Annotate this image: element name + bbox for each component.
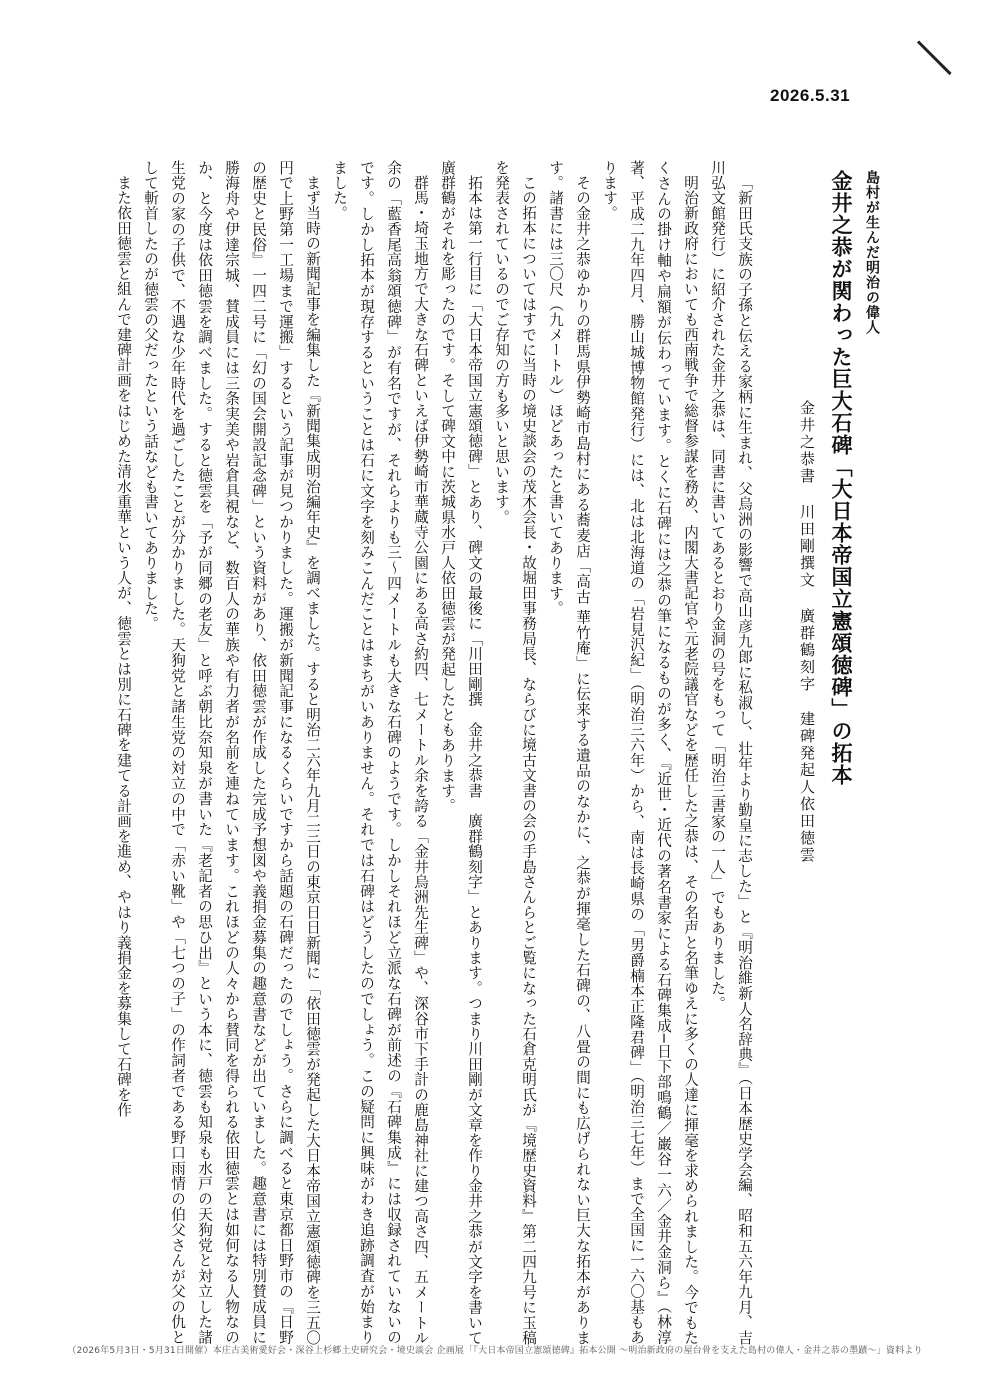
paragraph: 明治新政府においても西南戦争で総督参謀を務め、内閣大書記官や元老院議官などを歴任した之恭は、その名声と名筆ゆえに多くの人達に揮毫を求められました。今でもたくさんの掛け軸や扁額が伝わっています。とくに石碑には之恭の筆になるものが多く、『近世・近代の著名書家による石碑集成─日下部鳴鶴／巌谷一六／金井金洞ら』（林淳著、平成二九年四月、勝山城博物館発行）には、北は北海道の「岩見沢紀」（明治三六年）から、南は長崎県の「男爵楠本正隆君碑」（明治三七年）まで全国に一六〇基もあります。 [601,160,699,1345]
scan-stroke-mark [917,40,952,75]
paragraph: この拓本についてはすでに当時の境史談会の茂木会長・故堀田事務局長、ならびに境古文書の会の手島さんらとご覧になった石倉克明氏が『境歴史資料』第二四九号に玉稿を発表されているのでご存知の方も多いと思います。 [493,160,537,1345]
credit-engraver: 廣群鶴刻字 [798,607,816,693]
paragraph: また依田徳雲と組んで建碑計画をはじめた清水重華という人が、徳雲とは別に石碑を建てる計画を進め、やはり義捐金を募集して石碑を作 [115,174,132,1117]
document-date: 2026.5.31 [770,86,851,105]
credit-promoter: 建碑発起人依田徳雲 [798,711,816,865]
paragraph: 群馬・埼玉地方で大きな石碑といえば伊勢崎市華蔵寺公園にある高さ約四、七メートル余を誇る「金井烏洲先生碑」や、深谷市下手計の鹿島神社に建つ高さ四、五メートル余の「藍香尾高翁頌徳碑」が有名ですが、それらよりも三〜四メートルも大きな石碑のようです。しかしそれほど立派な石碑が前述の『石碑集成』には収録されていないのです。しかし拓本が現存するということは石に文字を刻みこんだことはまちがいありません。それでは石碑はどうしたのでしょう。この疑問に興味がわき追跡調査が始まりました。 [331,160,429,1345]
article-body [112,160,758,1345]
footer-source-note: （2026年5月3日・5月31日開催）本庄古美術愛好会・深谷上杉郷土史研究会・境史談会 企画展「『大日本帝国立憲頌徳碑』拓本公開 〜明治新政府の屋台骨を支えた島村の偉人・金井之恭の墨蹟〜」資料より [67,1346,923,1356]
article-credits [797,400,818,1130]
article-title: 金井之恭が関わった巨大石碑「大日本帝国立憲頌徳碑」の拓本 [829,170,853,786]
paragraph: 「新田氏支族の子孫と伝える家柄に生まれ、父烏洲の影響で高山彦九郎に私淑し、壮年より勤皇に志した」と『明治維新人名辞典』（日本歴史学会編、昭和五六年九月、吉川弘文館発行）に紹介された金井之恭は、同書に書いてあるとおり金洞の号をもって「明治三書家の一人」でもありました。 [709,160,753,1345]
paragraph: 拓本は第一行目に「大日本帝国立憲頌徳碑」とあり、碑文の最後に「川田剛撰 金井之恭書 廣群鶴刻字」とあります。つまり川田剛が文章を作り金井之恭が文字を書いて廣群鶴がそれを彫ったのです。そして碑文中に茨城県水戸人依田徳雲が発起したともあります。 [439,160,483,1345]
article-subtitle: 島村が生んだ明治の偉人 [864,170,880,335]
paragraph: まず当時の新聞記事を編集した『新聞集成明治編年史』を調べました。すると明治二六年九月二三日の東京日日新聞に「依田徳雲が発起した大日本帝国立憲頌徳碑を三五〇円で上野第一工場まで運搬」するという記事が見つかりました。運搬が新聞記事になるくらいですから話題の石碑だったのでしょう。さらに調べると東京都日野市の『日野の歴史と民俗』一四二号に「幻の国会開設記念碑」という資料があり、依田徳雲が作成した完成予想図や義捐金募集の趣意書などが出ていました。趣意書には特別賛成員に勝海舟や伊達宗城、賛成員には三条実美や岩倉具視など、数百人の華族や有力者が名前を連ねています。これほどの人々から賛同を得られる依田徳雲とは如何なる人物なのか、と今度は依田徳雲を調べました。すると徳雲を「予が同郷の老友」と呼ぶ朝比奈知泉が書いた『老記者の思ひ出』という本に、徳雲も知泉も水戸の天狗党と対立した諸生党の家の子供で、不遇な少年時代を過ごしたことが分かりました。天狗党と諸生党の対立の中で「赤い靴」や「七つの子」の作詞者である野口雨情の伯父さんが父の仇として斬首したのが徳雲の父だったという話なども書いてありました。 [142,160,321,1345]
paragraph: その金井之恭ゆかりの群馬県伊勢崎市島村にある蕎麦店「高古 華竹庵」に伝来する遺品のなかに、之恭が揮毫した石碑の、八畳の間にも広げられない巨大な拓本があります。諸書には三〇尺（九メートル）ほどあったと書いてあります。 [547,160,591,1345]
credit-author: 川田剛撰文 [798,503,816,589]
article-heading [762,170,882,1130]
credit-calligrapher: 金井之恭書 [798,400,816,485]
